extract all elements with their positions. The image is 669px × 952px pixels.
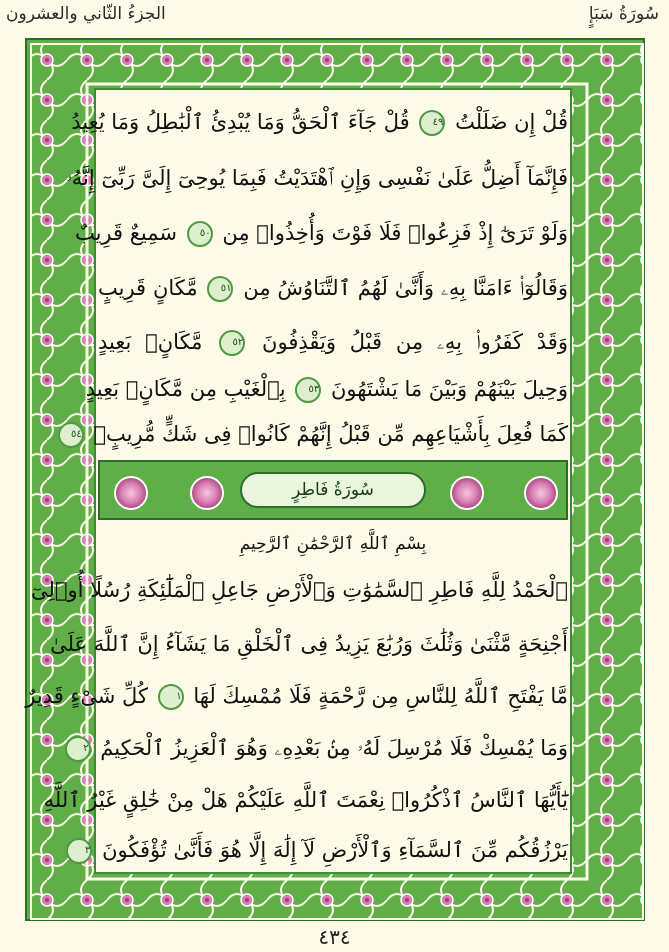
text-line-13 <box>85 826 568 874</box>
ayah-marker-49: ٤٩ <box>419 110 445 136</box>
text-line-9 <box>50 620 568 668</box>
line-text: فَإِنَّمَآ أَضِلُّ عَلَىٰ نَفْسِى وَإِنِ ٱهْتَدَيْتُ فَبِمَا يُوحِىٓ إِلَىَّ رَبِّىٓ إِنَّهُۥ <box>66 166 568 190</box>
line-text: مَّكَانٍ قَرِيبٍ <box>98 276 198 300</box>
line-text: أَجْنِحَةٍ مَّثْنَىٰ وَثُلَٰثَ وَرُبَٰعَ يَزِيدُ فِى ٱلْخَلْقِ مَا يَشَآءُ إِنَّ ٱللَّهَ عَلَىٰ <box>50 632 568 656</box>
line-text: قُلْ إِن ضَلَلْتُ <box>455 110 568 134</box>
text-line-11 <box>83 724 568 772</box>
ayah-marker-2: ٢ <box>65 736 91 762</box>
line-text: كُلِّ شَىْءٍ قَدِيرٌ <box>25 684 148 708</box>
ayah-marker-51: ٥١ <box>207 276 233 302</box>
line-text: يَرْزُقُكُم مِّنَ ٱلسَّمَآءِ وَٱلْأَرْضِ لَآ إِلَٰهَ إِلَّا هُوَ فَأَنَّىٰ تُؤْفَكُونَ <box>102 838 568 862</box>
text-line-7 <box>71 410 568 458</box>
ayah-marker-50: ٥٠ <box>187 221 213 247</box>
text-line-1 <box>71 98 568 146</box>
ayah-marker-53: ٥٣ <box>295 377 321 403</box>
line-text: يَٰٓأَيُّهَا ٱلنَّاسُ ٱذْكُرُوا۟ نِعْمَتَ ٱللَّهِ عَلَيْكُمْ هَلْ مِنْ خَٰلِقٍ غَيْرُ ٱللَّهِ <box>43 788 568 812</box>
page-number: ٤٣٤ <box>318 925 351 949</box>
flower-ornament-icon <box>450 476 484 510</box>
ayah-marker-52: ٥٢ <box>219 330 245 356</box>
line-text: وَقَالُوٓا۟ ءَامَنَّا بِهِۦ وَأَنَّىٰ لَهُمُ ٱلتَّنَاوُشُ مِن <box>243 276 568 300</box>
text-line-8 <box>30 566 568 614</box>
line-text: قُلْ جَآءَ ٱلْحَقُّ وَمَا يُبْدِئُ ٱلْبَٰطِلُ وَمَا يُعِيدُ <box>71 110 410 134</box>
text-line-2 <box>66 154 568 202</box>
ayah-marker-3: ٣ <box>66 838 92 864</box>
text-line-12 <box>43 776 568 824</box>
text-line-4 <box>98 264 568 312</box>
flower-ornament-icon <box>524 476 558 510</box>
text-line-3 <box>74 209 568 257</box>
line-text: وَقَدْ كَفَرُوا۟ بِهِۦ مِن قَبْلُ وَيَقْذِفُونَ <box>262 330 568 354</box>
text-line-5 <box>98 318 568 366</box>
flower-ornament-icon <box>114 476 148 510</box>
line-text: مَّا يَفْتَحِ ٱللَّهُ لِلنَّاسِ مِن رَّحْمَةٍ فَلَا مُمْسِكَ لَهَا <box>193 684 568 708</box>
surah-header: سُورَةُ سَبَإٍ <box>588 4 659 24</box>
text-line-6 <box>85 365 568 413</box>
text-line-10 <box>25 672 568 720</box>
line-text: سَمِيعٌ قَرِيبٌ <box>74 221 177 245</box>
juz-header: الجزءُ الثّاني والعشرون <box>6 4 166 24</box>
line-text: بِٱلْغَيْبِ مِن مَّكَانٍۭ بَعِيدٍ <box>85 377 286 401</box>
flower-ornament-icon <box>190 476 224 510</box>
line-text: وَمَا يُمْسِكْ فَلَا مُرْسِلَ لَهُۥ مِنۢ بَعْدِهِۦ وَهُوَ ٱلْعَزِيزُ ٱلْحَكِيمُ <box>100 736 568 760</box>
line-text: ٱلْحَمْدُ لِلَّهِ فَاطِرِ ٱلسَّمَٰوَٰتِ وَٱلْأَرْضِ جَاعِلِ ٱلْمَلَٰٓئِكَةِ رُسُلًا أُو۟لِىٓ <box>30 578 568 602</box>
surah-title: سُورَةُ فَاطِرٍ <box>240 472 426 508</box>
ayah-marker-1: ١ <box>158 684 184 710</box>
line-text: وَلَوْ تَرَىٰٓ إِذْ فَزِعُوا۟ فَلَا فَوْتَ وَأُخِذُوا۟ مِن <box>222 221 568 245</box>
line-text: مَّكَانٍۭ بَعِيدٍ <box>98 330 203 354</box>
line-text: كَمَا فُعِلَ بِأَشْيَاعِهِم مِّن قَبْلُ إِنَّهُمْ كَانُوا۟ فِى شَكٍّ مُّرِيبٍۭ <box>93 422 568 446</box>
surah-title-banner <box>98 460 568 520</box>
line-text: وَحِيلَ بَيْنَهُمْ وَبَيْنَ مَا يَشْتَهُونَ <box>330 377 568 401</box>
ayah-marker-54: ٥٤ <box>58 422 84 448</box>
basmala: بِسْمِ ٱللَّهِ ٱلرَّحْمَٰنِ ٱلرَّحِيمِ <box>239 534 427 554</box>
